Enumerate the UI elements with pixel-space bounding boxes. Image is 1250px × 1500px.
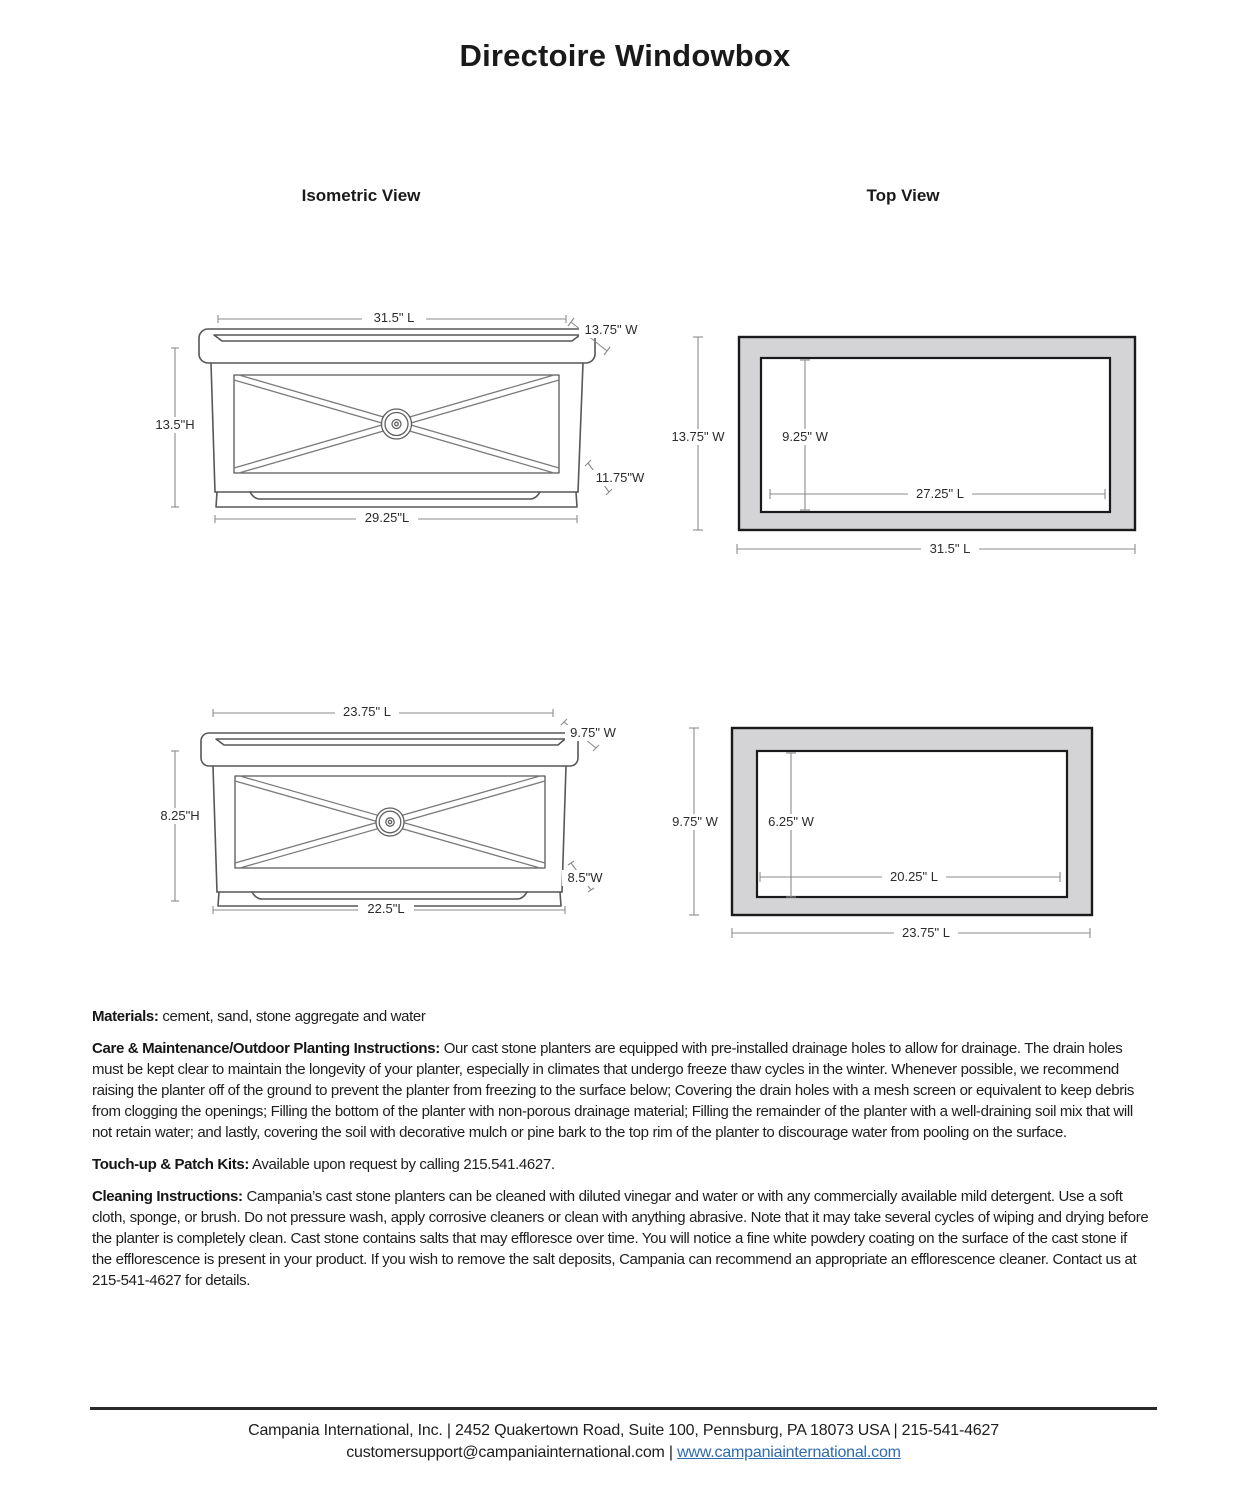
footer — [90, 1420, 1157, 1463]
dim-label-length-top: 23.75" L — [343, 704, 391, 719]
small-windowbox-top-view-drawing — [630, 715, 1100, 950]
dimension-height — [151, 348, 199, 507]
dimension-outer-width — [667, 728, 723, 915]
dimension-outer-length — [732, 925, 1090, 941]
dim-label-width-top: 13.75" W — [584, 322, 638, 337]
dimension-outer-width — [667, 337, 729, 530]
dim-label-width-bottom: 8.5"W — [567, 870, 603, 885]
large-windowbox-top-view-drawing — [640, 330, 1140, 580]
dim-label-outer-length: 23.75" L — [902, 925, 950, 940]
materials-text: cement, sand, stone aggregate and water — [162, 1008, 426, 1025]
cleaning-text: Campania’s cast stone planters can be cleaned with diluted vinegar and water or with any commercially available mild detergent. Use a soft cloth, sponge, or brush. Do not pressure wash, apply corrosive cleaners or clean with anything abrasive. Note that it may take several cycles of wiping and drying before the planter is completely clean. Cast stone contains salts that may effloresce over time. You will notice a fine white powdery coating on the surface of the cast stone if the efflorescence is present in your product. If you wish to remove the salt deposits, Campania can recommend an appropriate an efflorescence cleaner. Contact us at 215-541-4627 for details. — [92, 1188, 1149, 1289]
dim-label-inner-length: 20.25" L — [890, 869, 938, 884]
dimension-width-bottom — [562, 861, 608, 892]
dim-label-outer-width: 9.75" W — [672, 814, 718, 829]
footer-website-link[interactable]: www.campaniainternational.com — [677, 1443, 901, 1461]
dim-label-height: 13.5"H — [155, 417, 195, 432]
info-sections — [92, 1006, 1150, 1302]
rosette-medallion — [382, 409, 412, 439]
dim-label-outer-width: 13.75" W — [671, 429, 725, 444]
page-title: Directoire Windowbox — [459, 38, 791, 73]
dimension-height — [156, 751, 204, 901]
dim-label-inner-width: 9.25" W — [782, 429, 828, 444]
cleaning-label: Cleaning Instructions: — [92, 1188, 243, 1205]
footer-separator: | — [668, 1443, 673, 1461]
care-maintenance-section — [92, 1038, 1150, 1143]
footer-company-line: Campania International, Inc. | 2452 Quakertown Road, Suite 100, Pennsburg, PA 18073 USA | 215-541-4627 — [248, 1422, 999, 1439]
dimension-width-top — [568, 318, 643, 355]
materials-label: Materials: — [92, 1008, 159, 1025]
dimension-length-bottom — [215, 510, 577, 526]
dimension-outer-length — [737, 541, 1135, 557]
dim-label-inner-width: 6.25" W — [768, 814, 814, 829]
dim-label-width-top: 9.75" W — [570, 725, 616, 740]
touchup-text: Available upon request by calling 215.541.4627. — [252, 1156, 555, 1173]
column-header-top-view: Top View — [866, 186, 940, 205]
footer-email: customersupport@campaniainternational.com — [346, 1443, 665, 1461]
footer-divider-rule — [90, 1407, 1157, 1410]
dimension-width-top — [561, 719, 621, 751]
column-header-isometric-view: Isometric View — [301, 186, 421, 205]
rosette-medallion — [376, 808, 404, 836]
dim-label-length-top: 31.5" L — [373, 310, 415, 325]
touchup-label: Touch-up & Patch Kits: — [92, 1156, 250, 1173]
dim-label-inner-length: 27.25" L — [916, 486, 964, 501]
small-windowbox-isometric-drawing — [150, 700, 620, 925]
dim-label-outer-length: 31.5" L — [929, 541, 971, 556]
dim-label-length-bottom: 22.5"L — [367, 901, 405, 916]
dim-label-length-bottom: 29.25"L — [364, 510, 410, 525]
dim-label-width-bottom: 11.75"W — [595, 470, 645, 485]
materials-section — [92, 1006, 1150, 1027]
dimension-length-top — [213, 704, 553, 720]
care-maintenance-text: Our cast stone planters are equipped with pre-installed drainage holes to allow for drainage. The drain holes must be kept clear to maintain the longevity of your planter, especially in climates that undergo freeze thaw cycles in the winter. Whenever possible, we recommend raising the planter off of the ground to prevent the planter from freezing to the surface below; Covering the drain holes with a mesh screen or equivalent to keep debris from clogging the openings; Filling the bottom of the planter with non-porous drainage material; Filling the remainder of the planter with a well-draining soil mix that will not retain water; and lastly, covering the soil with decorative mulch or pine bark to the top rim of the planter to discourage water from pooling on the surface. — [92, 1040, 1135, 1141]
touchup-section — [92, 1154, 1150, 1175]
cleaning-section — [92, 1186, 1150, 1291]
large-windowbox-isometric-drawing — [150, 295, 650, 535]
care-maintenance-label: Care & Maintenance/Outdoor Planting Instructions: — [92, 1040, 440, 1057]
dimension-length-top — [218, 310, 566, 326]
footer-contact-line — [90, 1442, 1157, 1464]
dimension-length-bottom — [213, 901, 565, 917]
dim-label-height: 8.25"H — [160, 808, 200, 823]
